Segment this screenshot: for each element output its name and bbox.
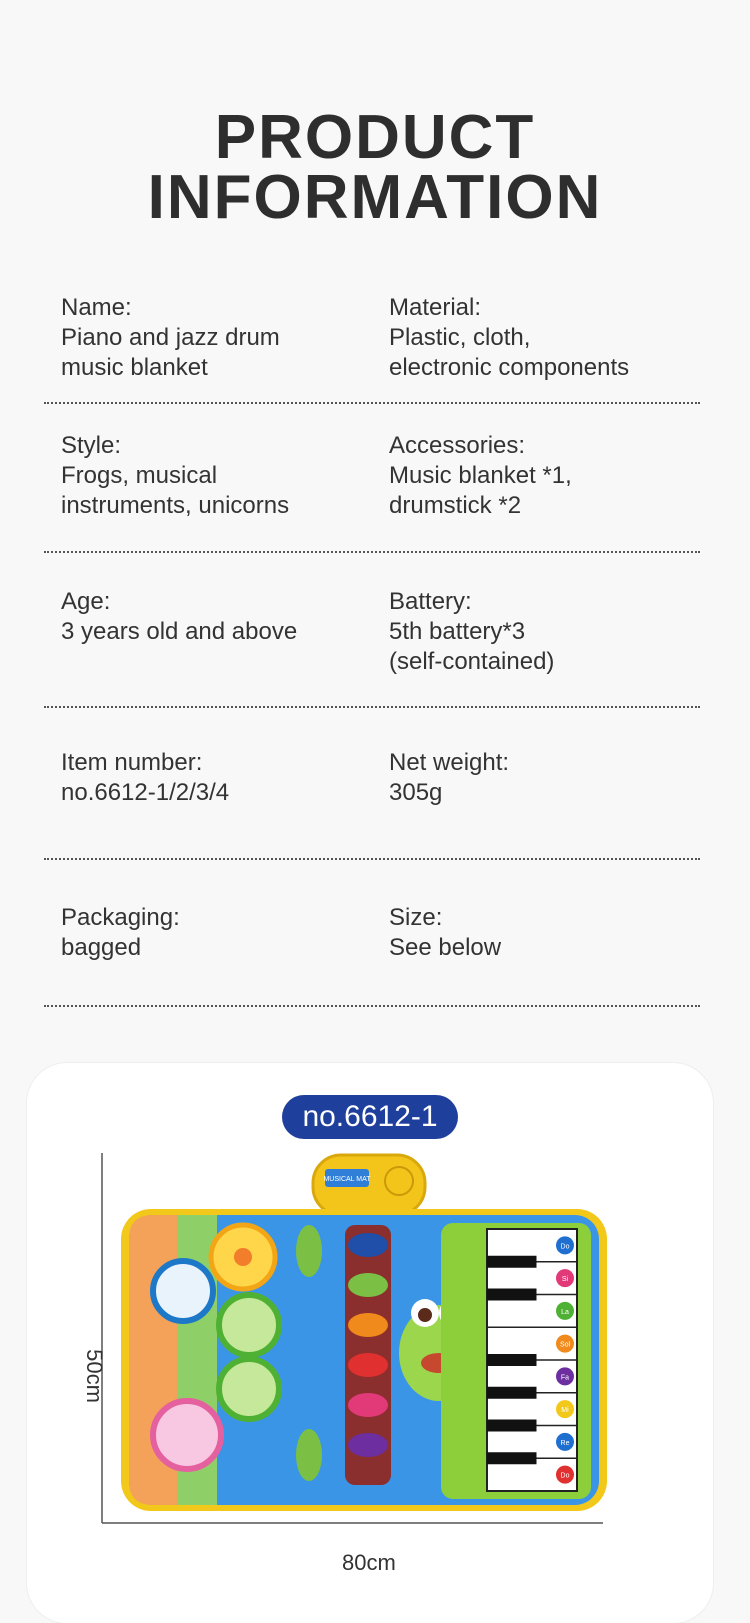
- piano-key-label: Mi: [561, 1407, 569, 1415]
- info-row: [44, 860, 700, 1007]
- info-row: [44, 280, 700, 404]
- black-key: [487, 1289, 537, 1301]
- page-title: [0, 103, 750, 232]
- info-table: [44, 280, 700, 1007]
- black-key: [487, 1420, 537, 1432]
- piano-key-label: Re: [560, 1439, 570, 1447]
- black-key: [487, 1354, 537, 1366]
- drum-select-leaf: [296, 1225, 322, 1277]
- info-cell-name: Name: Piano and jazz drum music blanket: [61, 294, 280, 381]
- product-illustration: [27, 1063, 713, 1592]
- piano-key-label: Fa: [560, 1374, 570, 1382]
- volume-down-button: [348, 1273, 388, 1297]
- info-cell-packaging: Packaging: bagged: [61, 904, 180, 961]
- drum-demo-leaf: [296, 1429, 322, 1481]
- piano-key-label: La: [561, 1308, 569, 1316]
- piano-key-label: Do: [560, 1472, 570, 1480]
- piano-key-label: Sol: [559, 1341, 571, 1349]
- demo-button: [348, 1393, 388, 1417]
- height-label: 50cm: [81, 1349, 107, 1403]
- info-cell-age: Age: 3 years old and above: [61, 588, 298, 645]
- music-mat: [121, 1209, 607, 1511]
- info-cell-battery: Battery: 5th battery*3 (self-contained): [389, 588, 555, 675]
- info-cell-accessories: Accessories: Music blanket *1, drumstick *2: [389, 432, 572, 519]
- drum-blue-icon: [153, 1261, 213, 1321]
- drum-green-top-icon: [219, 1295, 279, 1355]
- piano-key-label: Do: [560, 1243, 570, 1251]
- info-cell-material: Material: Plastic, cloth, electronic components: [389, 294, 630, 381]
- volume-up-button: [348, 1233, 388, 1257]
- black-key: [487, 1452, 537, 1464]
- title-line-2: INFORMATION: [147, 163, 603, 232]
- info-row: [44, 708, 700, 860]
- drum-pink-icon: [153, 1401, 221, 1469]
- info-row: [44, 553, 700, 708]
- info-row: [44, 404, 700, 553]
- record-button: [348, 1313, 388, 1337]
- info-cell-net-weight: Net weight: 305g: [389, 749, 510, 806]
- info-cell-style: Style: Frogs, musical instruments, unicorns: [61, 432, 290, 519]
- piano-key-label: Si: [561, 1276, 569, 1284]
- info-cell-item-number: Item number: no.6612-1/2/3/4: [61, 749, 230, 806]
- stop-button: [348, 1433, 388, 1457]
- title-line-1: PRODUCT: [214, 103, 536, 172]
- black-key: [487, 1387, 537, 1399]
- speaker-box: [313, 1155, 425, 1215]
- product-card: [27, 1063, 713, 1623]
- black-key: [487, 1256, 537, 1268]
- model-badge: no.6612-1: [282, 1095, 458, 1139]
- playback-button: [348, 1353, 388, 1377]
- width-label: 80cm: [342, 1550, 396, 1575]
- drum-green-bottom-icon: [219, 1359, 279, 1419]
- speaker-label: MUSICAL MAT: [323, 1176, 371, 1183]
- info-cell-size: Size: See below: [389, 904, 502, 961]
